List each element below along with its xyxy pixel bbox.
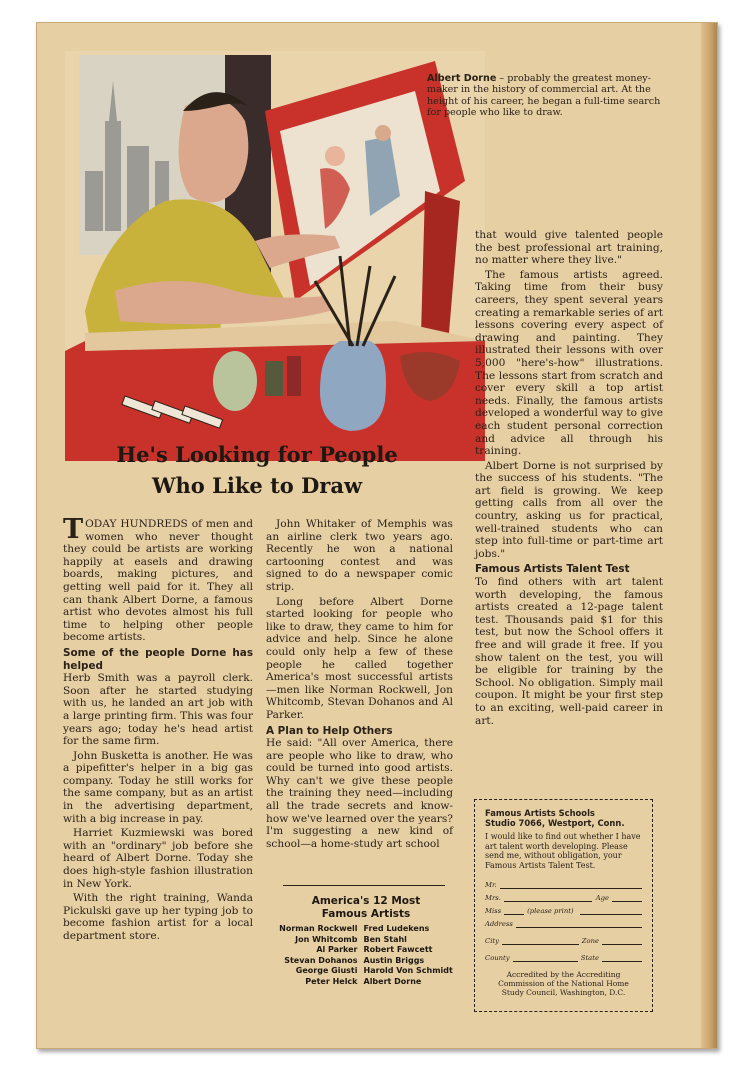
drop-cap: T <box>63 514 84 545</box>
coupon-accredited: Accredited by the Accrediting Commission of the National Home Study Council, Washington, D.C. <box>498 970 629 998</box>
artist-row <box>276 935 456 946</box>
coupon-field-city[interactable] <box>485 932 642 945</box>
col2-long-before: Long before Albert Dorne started looking for people who like to draw, they came to him for advice and help. Since he alone could only help a few of these people he called together America's most successful artists —men like Norman Rockwell, Jon Whitcomb, Stevan Dohanos and Al Parker. <box>266 595 453 721</box>
col2-john-whitaker: John Whitaker of Memphis was an airline clerk two years ago. Recently he won a national cartooning contest and was signed to do a newspaper comic strip. <box>266 518 453 593</box>
artist-name: Jon Whitcomb <box>295 934 358 944</box>
artist-name: Albert Dorne <box>363 976 422 986</box>
field-label-mr: Mr. <box>485 881 497 890</box>
col1-herb-smith: Herb Smith was a payroll clerk. Soon after he started studying with us, he landed an art job with a large printing firm. This was four years ago; today he's head artist for the same firm. <box>63 672 253 748</box>
mail-coupon[interactable] <box>474 799 653 1012</box>
artist-name: Al Parker <box>316 945 358 955</box>
artists-table <box>276 924 456 988</box>
coupon-address: Studio 7066, Westport, Conn. <box>485 818 625 828</box>
artist-name: Stevan Dohanos <box>284 955 358 965</box>
field-label-zone: Zone <box>581 937 599 946</box>
col3-continued: that would give talented people the best professional art training, no matter where they live." <box>475 229 663 267</box>
col1-john-busketta: John Busketta is another. He was a pipefitter's helper in a big gas company. Today he still works for the same company, but as an artist in the advertising department, with a big increase in pay. <box>63 749 253 825</box>
coupon-field-address[interactable] <box>485 915 642 928</box>
artist-row <box>276 956 456 967</box>
col1-intro: ODAY HUNDREDS of men and women who never thought they could be artists are working happily at easels and drawing boards, making pictures, and getting well paid for it. They all can thank Albert Dorne, a famous artist who devotes almost his full time to helping other people become artists. <box>63 518 253 644</box>
col1-wanda: With the right training, Wanda Pickulski gave up her typing job to become fashion artist for a local department store. <box>63 892 253 942</box>
divider-rule <box>283 885 445 886</box>
col3-artists-agreed: The famous artists agreed. Taking time from their busy careers, they spent several years creating a remarkable series of art lessons covering every aspect of drawing and painting. They illustrated their lessons with over 5,000 "here's-how" illustrations. The lessons start from scratch and cover every skill a top artist needs. Finally, the famous artists developed a wonderful way to give each student personal correction and advice all through his training. <box>475 268 663 458</box>
field-label-mrs: Mrs. <box>485 894 501 903</box>
article-column-3 <box>475 229 663 729</box>
artist-row <box>276 966 456 977</box>
caption-text: – probably the greatest money-maker in the history of commercial art. At the height of his career, he began a full-time search for people who like to draw. <box>427 73 661 119</box>
coupon-body: I would like to find out whether I have art talent worth developing. Please send me, without obligation, your Famous Artists Talent Test. <box>485 832 641 870</box>
artist-name: Fred Ludekens <box>363 924 430 933</box>
artist-name: Robert Fawcett <box>363 945 433 955</box>
field-label-county: County <box>485 954 510 963</box>
col1-harriet: Harriet Kuzmiewski was bored with an "ordinary" job before she heard of Albert Dorne. Today she does high-style fashion illustration in New York. <box>63 827 253 890</box>
headline-line-1: He's Looking for People <box>116 442 398 467</box>
field-label-city: City <box>485 937 499 946</box>
subhead-dorne-helped: Some of the people Dorne has helped <box>63 646 253 672</box>
famous-title-1: America's 12 Most <box>311 895 421 907</box>
field-label-state: State <box>580 954 599 963</box>
headline-line-2: Who Like to Draw <box>151 473 363 498</box>
coupon-field-mr[interactable] <box>485 876 642 889</box>
famous-artists-list <box>261 895 471 988</box>
col2-he-said: He said: "All over America, there are people who like to draw, who could be turned into good artists. Why can't we give these people the training they need—including all the trade secrets and know-how we've learned over the years? I'm suggesting a new kind of school—a home-study art school <box>266 737 453 850</box>
article-column-2 <box>266 518 453 852</box>
field-label-age: Age <box>595 894 609 903</box>
artist-row <box>276 977 456 988</box>
artist-name: Peter Helck <box>305 976 358 986</box>
artist-illustration <box>65 51 485 461</box>
coupon-field-county[interactable] <box>485 949 642 962</box>
field-label-print: (please print) <box>527 907 574 916</box>
field-label-miss: Miss <box>485 907 502 916</box>
col3-talent-test: To find others with art talent worth developing, the famous artists created a 12-page talent test. Thousands paid $1 for this test, but now the School offers it free and will grade it free. If you show talent on the test, you will be eligible for training by the School. No obligation. Simply mail coupon. It might be your first step to an exciting, well-paid career in art. <box>475 576 663 727</box>
col3-dorne-not-surprised: Albert Dorne is not surprised by the success of his students. "The art field is growing. We keep getting calls from all over the country, asking us for practical, well-trained students who can step into full-time or part-time art jobs." <box>475 459 663 560</box>
famous-title-2: Famous Artists <box>321 907 411 920</box>
field-label-address: Address <box>485 920 513 929</box>
artist-name: Harold Von Schmidt <box>363 966 453 976</box>
article-column-1 <box>63 514 253 945</box>
illustration-caption <box>427 73 667 119</box>
coupon-field-mrs[interactable] <box>485 889 642 902</box>
artist-row <box>276 945 456 956</box>
artist-name: Austin Briggs <box>363 955 425 965</box>
caption-name: Albert Dorne <box>427 73 497 84</box>
artist-name: Norman Rockwell <box>279 924 358 933</box>
artist-name: Ben Stahl <box>363 934 407 944</box>
page-spine <box>701 23 717 1048</box>
coupon-field-miss[interactable] <box>485 902 642 915</box>
artist-row <box>276 924 456 935</box>
coupon-school: Famous Artists Schools <box>485 808 595 818</box>
artist-name: George Giusti <box>295 966 358 976</box>
subhead-plan: A Plan to Help Others <box>266 724 393 737</box>
subhead-talent-test: Famous Artists Talent Test <box>475 563 630 576</box>
magazine-page <box>36 22 718 1049</box>
